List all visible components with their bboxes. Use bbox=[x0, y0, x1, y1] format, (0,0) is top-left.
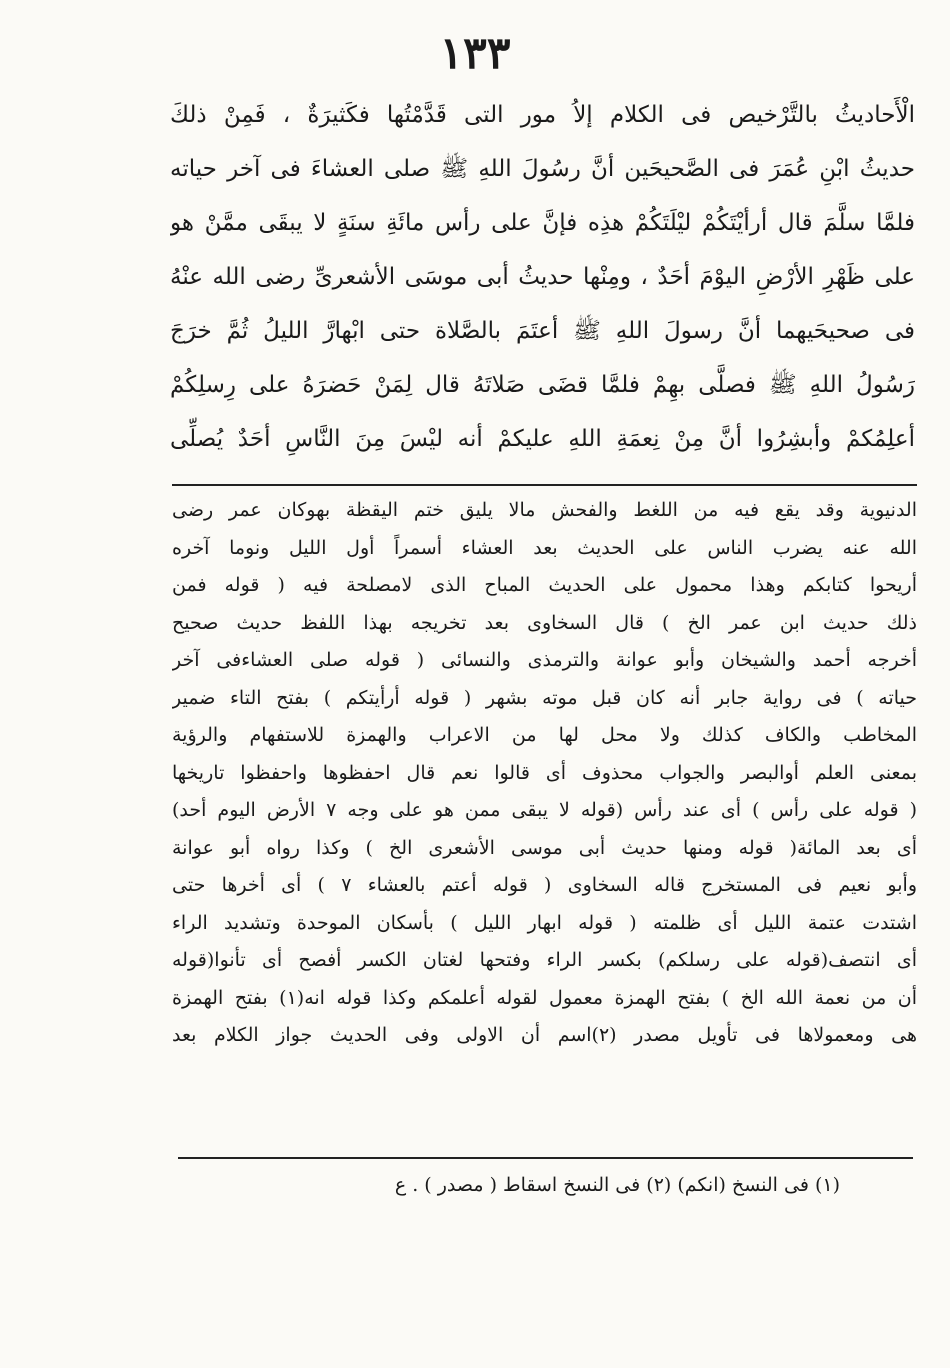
footnote: (١) فى النسخ (انكم) (٢) فى النسخ اسقاط ( مصدر ) . ع bbox=[394, 1174, 840, 1196]
footnote-rule bbox=[178, 1157, 913, 1159]
main-text-line: على ظَهْرِ الأرْضِ اليوْمَ أحَدٌ ، ومِنْها حديثُ أبى موسَى الأشعرىِّ رضى الله عنْهُ bbox=[170, 264, 915, 290]
main-text-line: أعلِمُكمْ وأبشِرُوا أنَّ مِنْ نِعمَةِ اللهِ عليكمْ أنه ليْسَ مِنَ النَّاسِ أحَدٌ يُصلِّى bbox=[170, 426, 915, 452]
commentary-line: بمعنى العلم أوالبصر والجواب محذوف أى قالوا نعم قال احفظوها واحفظوا تاريخها bbox=[172, 761, 917, 784]
commentary-line: الدنيوية وقد يقع فيه من اللغط والفحش مالا يليق ختم اليقظة بهوكان عمر رضى bbox=[172, 499, 917, 521]
commentary-line: هى ومعمولاها فى تأويل مصدر (٢)اسم أن الاولى وفى الحديث جواز الكلام بعد bbox=[172, 1024, 917, 1046]
commentary-line: أريحوا كتابكم وهذا محمول على الحديث المباح الذى لامصلحة فيه ( قوله فمن bbox=[172, 574, 917, 596]
main-text-line: الْأَحاديثُ بالتَّرْخيص فى الكلام إلاُ مور التى قَدَّمْتُها فكَثيرَةٌ ، فَمِنْ ذلكَ bbox=[170, 102, 915, 128]
commentary-line: أى انتصف(قوله على رسلكم) بكسر الراء وفتحها لغتان الكسر أفصح أى تأنوا(قوله bbox=[172, 949, 917, 971]
divider-rule bbox=[172, 484, 917, 486]
main-text-line: فى صحيحَيهما أنَّ رسولَ اللهِ ﷺ أعتَمَ بالصَّلاة حتى ابْهارَّ الليلُ ثُمَّ خرَجَ bbox=[170, 318, 915, 344]
commentary-line: الله عنه يضرب الناس على الحديث بعد العشاء أسمراً أول الليل ونوما آخره bbox=[172, 536, 917, 559]
main-text bbox=[170, 88, 915, 466]
commentary-line: أى بعد المائة( قوله ومنها حديث أبى موسى الأشعرى الخ ) وكذا رواه أبو عوانة bbox=[172, 836, 917, 859]
commentary-line: أخرجه أحمد والشيخان وأبو عوانة والترمذى والنسائى ( قوله صلى العشاءفى آخر bbox=[172, 649, 917, 671]
commentary-line: وأبو نعيم فى المستخرج قاله السخاوى ( قوله أعتم بالعشاء ٧ ) أى أخرها حتى bbox=[172, 874, 917, 896]
commentary-line: حياته ) فى رواية جابر أنه كان قبل موته بشهر ( قوله أرأيتكم ) بفتح التاء ضمير bbox=[172, 686, 917, 709]
commentary-line: المخاطب والكاف كذلك ولا محل لها من الاعراب والهمزة للاستفهام والرؤية bbox=[172, 724, 917, 746]
main-text-line: فلمَّا سلَّمَ قال أرأيْتَكُمْ ليْلَتَكُمْ هذِه فإنَّ على رأس مائَةِ سنَةٍ لا يبقَى ممَّنْ هو bbox=[170, 210, 915, 236]
commentary-text bbox=[172, 492, 917, 1055]
commentary-line: أن من نعمة الله الخ ) بفتح الهمزة معمول لقوله أعلمكم وكذا قوله انه(١) بفتح الهمزة bbox=[172, 986, 917, 1009]
main-text-line: حديثُ ابْنِ عُمَرَ فى الصَّحيحَين أنَّ رسُولَ اللهِ ﷺ صلى العشاءَ فى آخر حياته bbox=[170, 156, 915, 182]
commentary-line: اشتدت عتمة الليل أى ظلمته ( قوله ابهار الليل ) بأسكان الموحدة وتشديد الراء bbox=[172, 911, 917, 934]
main-text-line: رَسُولُ اللهِ ﷺ فصلَّى بهِمْ فلمَّا قضَى صَلاتَهُ قال لِمَنْ حَضرَهُ على رِسلِكُمْ bbox=[170, 372, 915, 398]
page-number: ١٣٣ bbox=[439, 28, 511, 79]
commentary-line: ( قوله على رأس ) أى عند رأس (قوله لا يبقى ممن هو على وجه ٧ الأرض اليوم أحد) bbox=[172, 799, 917, 821]
commentary-line: ذلك حديث ابن عمر الخ ) قال السخاوى بعد تخريجه بهذا اللفظ حديث صحيح bbox=[172, 611, 917, 634]
